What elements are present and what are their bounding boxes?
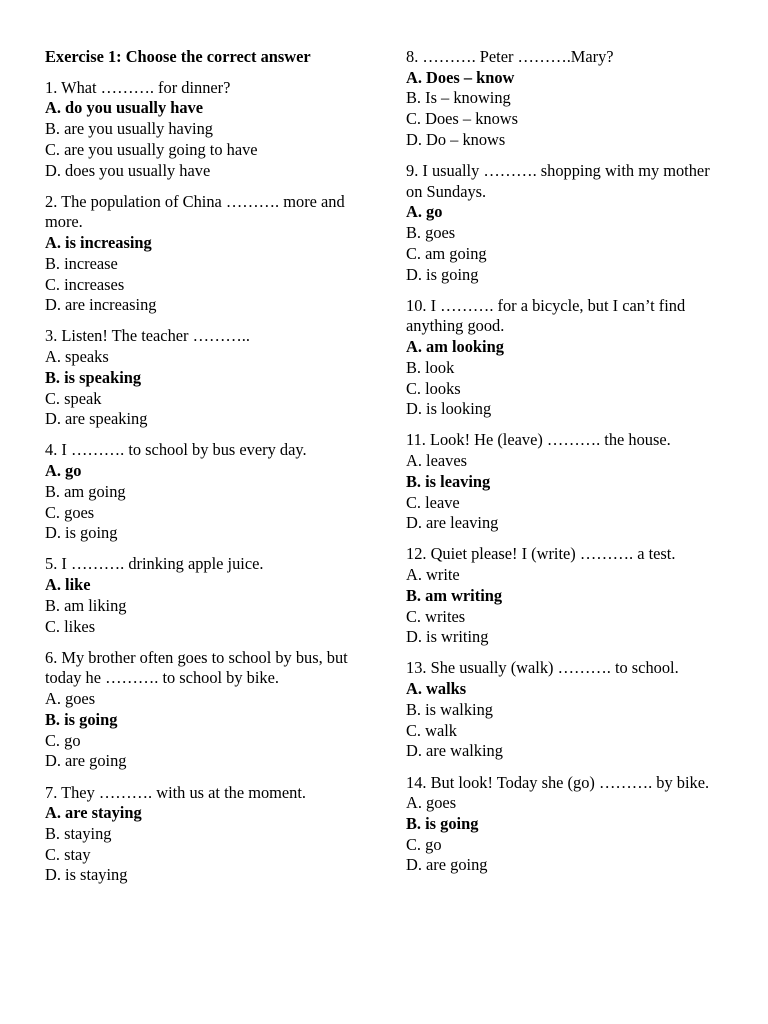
answer-option: C. walk: [406, 720, 457, 740]
answer-option: B. goes: [406, 223, 456, 243]
answer-option: A. goes: [45, 689, 96, 709]
question-block: [406, 161, 726, 285]
question-stem: 3. Listen! The teacher ………..: [45, 326, 250, 346]
question-block: [45, 648, 365, 772]
answer-option: D. are leaving: [406, 513, 499, 533]
answer-option: C. goes: [45, 502, 95, 522]
question-block: [406, 296, 726, 420]
answer-option: B. look: [406, 357, 455, 377]
correct-answer-option: B. is going: [45, 709, 118, 729]
answer-option: C. looks: [406, 378, 461, 398]
answer-option: B. Is – knowing: [406, 88, 511, 108]
answer-option: C. increases: [45, 274, 125, 294]
right-column: [406, 47, 726, 887]
correct-answer-option: A. is increasing: [45, 233, 152, 253]
answer-option: B. is walking: [406, 699, 493, 719]
question-stem: 11. Look! He (leave) ………. the house.: [406, 430, 671, 450]
question-block: [406, 47, 726, 151]
question-stem: 13. She usually (walk) ………. to school.: [406, 658, 679, 678]
question-stem: 4. I ………. to school by bus every day.: [45, 440, 307, 460]
answer-option: C. stay: [45, 844, 91, 864]
answer-option: C. are you usually going to have: [45, 139, 258, 159]
answer-option: D. is writing: [406, 627, 489, 647]
answer-option: D. are increasing: [45, 295, 157, 315]
correct-answer-option: B. am writing: [406, 585, 503, 605]
correct-answer-option: A. go: [45, 461, 82, 481]
correct-answer-option: A. Does – know: [406, 67, 515, 87]
answer-option: C. am going: [406, 243, 487, 263]
answer-option: B. staying: [45, 823, 112, 843]
answer-option: D. is going: [45, 523, 118, 543]
left-column: [45, 47, 365, 897]
answer-option: D. is staying: [45, 865, 128, 885]
answer-option: A. speaks: [45, 347, 109, 367]
correct-answer-option: B. is speaking: [45, 367, 142, 387]
correct-answer-option: A. walks: [406, 679, 467, 699]
answer-option: C. leave: [406, 492, 460, 512]
answer-option: D. is looking: [406, 399, 492, 419]
question-stem: 6. My brother often goes to school by bus, but today he ………. to school by bike.: [45, 647, 348, 688]
answer-option: B. increase: [45, 253, 118, 273]
answer-option: D. are going: [406, 855, 488, 875]
question-block: [45, 326, 365, 430]
question-block: [406, 430, 726, 534]
answer-option: A. leaves: [406, 451, 467, 471]
question-stem: 5. I ………. drinking apple juice.: [45, 554, 264, 574]
answer-option: D. are speaking: [45, 409, 148, 429]
correct-answer-option: A. like: [45, 575, 91, 595]
answer-option: C. go: [406, 834, 442, 854]
question-stem: 14. But look! Today she (go) ………. by bike.: [406, 772, 710, 792]
answer-option: D. are going: [45, 751, 127, 771]
question-stem: 9. I usually ………. shopping with my mother on Sundays.: [406, 161, 710, 201]
question-stem: 1. What ………. for dinner?: [45, 77, 231, 97]
question-block: [45, 554, 365, 637]
answer-option: C. writes: [406, 606, 466, 626]
answer-option: D. is going: [406, 264, 479, 284]
question-block: [45, 192, 365, 316]
answer-option: B. am liking: [45, 595, 127, 615]
correct-answer-option: A. do you usually have: [45, 98, 204, 118]
answer-option: C. Does – knows: [406, 109, 519, 129]
correct-answer-option: A. are staying: [45, 803, 142, 823]
correct-answer-option: B. is leaving: [406, 471, 491, 491]
answer-option: A. goes: [406, 793, 457, 813]
correct-answer-option: B. is going: [406, 813, 479, 833]
answer-option: C. speak: [45, 388, 102, 408]
question-stem: 12. Quiet please! I (write) ………. a test.: [406, 544, 676, 564]
question-block: [406, 658, 726, 762]
answer-option: D. does you usually have: [45, 160, 211, 180]
question-block: [45, 440, 365, 544]
answer-option: C. likes: [45, 616, 96, 636]
question-block: [406, 773, 726, 877]
question-block: [406, 544, 726, 648]
question-stem: 2. The population of China ………. more and more.: [45, 191, 345, 232]
answer-option: D. Do – knows: [406, 129, 506, 149]
question-stem: 8. ………. Peter ……….Mary?: [406, 47, 614, 66]
correct-answer-option: A. go: [406, 202, 443, 222]
question-stem: 7. They ………. with us at the moment.: [45, 782, 307, 802]
answer-option: D. are walking: [406, 741, 503, 761]
exercise-title: Exercise 1: Choose the correct answer: [45, 47, 311, 66]
answer-option: A. write: [406, 565, 460, 585]
answer-option: C. go: [45, 730, 81, 750]
question-block: [45, 78, 365, 182]
answer-option: B. are you usually having: [45, 119, 213, 139]
answer-option: B. am going: [45, 481, 126, 501]
question-stem: 10. I ………. for a bicycle, but I can’t find anything good.: [406, 295, 686, 336]
question-block: [45, 783, 365, 887]
correct-answer-option: A. am looking: [406, 337, 504, 357]
